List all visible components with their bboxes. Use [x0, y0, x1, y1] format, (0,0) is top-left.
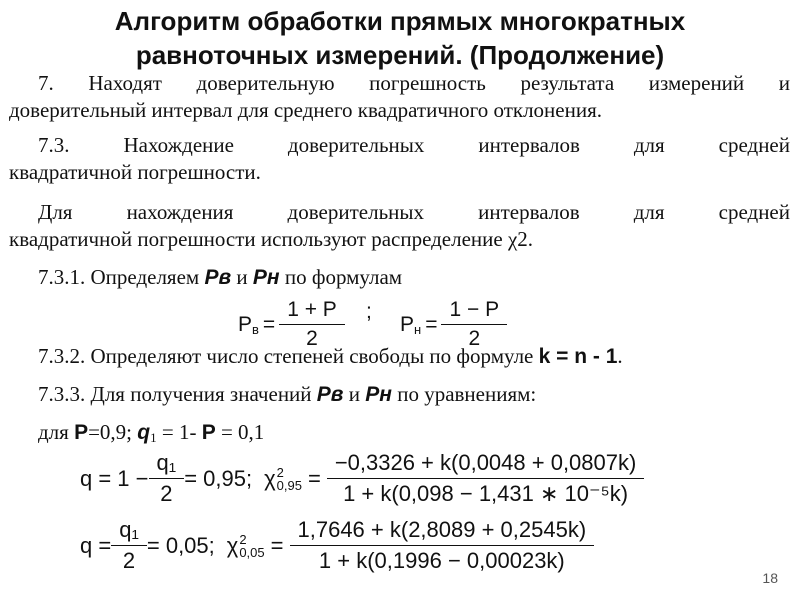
step-7-3-3: [9, 381, 800, 408]
eq1-q-fraction: $\frac{\text{q₁}}{2}$: [153, 450, 181, 507]
eq1-value: = 0,95;: [184, 465, 253, 491]
step-7-3-2-dot: .: [617, 344, 623, 368]
equation-chi-005: q = $\frac{\text{q₁}}{2}$ = 0,05; χ 2 0,05 = $\frac{1,7646 + k(2,8089 + 0,2545k)}{1 + k(0,1996 - 0,00023k)}$: [80, 517, 594, 574]
step-7-3-3-and: и: [343, 382, 366, 406]
paragraph-7-line-2: доверительный интервал для среднего квадратичного отклонения.: [9, 98, 603, 122]
step-7-3-3-prefix: 7.3.3. Для получения значений: [38, 382, 317, 406]
paragraph-7-3-line-1: 7.3. Нахождение доверительных интервалов для средней: [38, 133, 790, 157]
slide-title: [30, 4, 770, 72]
formula-p-upper: $Р_в$ = $\frac{1 + Р}{2}$: [238, 298, 345, 351]
step-7-3-1-prefix: 7.3.1. Определяем: [38, 265, 205, 289]
paragraph-7-3-line-2: квадратичной погрешности.: [9, 160, 261, 184]
p-lower-symbol: Рн: [252, 266, 280, 289]
formula-p-upper-lhs: $Р_в$: [238, 312, 259, 337]
eq1-main-fraction: $\frac{-0,3326 + k(0,0048 + 0,0807k)}{\text{1 + k(0,098 − 1,431 ∗ 10⁻⁵k)}}$: [331, 450, 641, 507]
step-7-3-1-suffix: по формулам: [279, 265, 403, 289]
condition-q-sub: 1: [150, 430, 157, 445]
condition-end: = 0,1: [215, 420, 265, 444]
formula-separator: ;: [366, 300, 372, 323]
title-line-1: Алгоритм обработки прямых многократных: [114, 6, 686, 36]
condition-p-value: =0,9;: [88, 420, 138, 444]
step-7-3-3-suffix: по уравнениям:: [391, 382, 537, 406]
condition-p: Р: [74, 421, 89, 444]
eq2-left: q =: [80, 532, 112, 558]
paragraph-chi2-line-2: квадратичной погрешности используют распределение χ2.: [9, 227, 534, 251]
equation-chi-095: q = 1 − $\frac{\text{q₁}}{2}$ = 0,95; χ 2 0,95 = $\frac{-0,3326 + k(0,0048 + 0,0807k)}{\text{1 + k(0,098 − 1,431 ∗ 10⁻⁵k)}}$: [80, 450, 644, 507]
step-7-3-2-text: 7.3.2. Определяют число степеней свободы по формуле: [38, 344, 539, 368]
eq1-chi-square: χ 2 0,95: [264, 464, 302, 493]
paragraph-7: [9, 70, 790, 124]
title-line-2: равноточных измерений. (Продолжение): [135, 40, 665, 70]
formula-p-upper-fraction: $\frac{1 + Р}{2}$: [283, 298, 341, 351]
eq2-main-fraction: $\frac{1,7646 + k(2,8089 + 0,2545k)}{1 + k(0,1996 - 0,00023k)}$: [294, 517, 591, 574]
paragraph-7-3: [9, 132, 790, 186]
p-lower-symbol-2: Рн: [365, 383, 392, 406]
formula-p-lower: $Р_н$ = $\frac{1 - Р}{2}$: [400, 298, 507, 351]
eq2-value: = 0,05;: [146, 532, 215, 558]
p-upper-symbol-2: Рв: [316, 383, 344, 406]
step-7-3-1: [9, 264, 800, 291]
page-number: 18: [762, 570, 778, 586]
condition-mid: = 1-: [156, 420, 202, 444]
formula-p-lower-fraction: $\frac{1 - Р}{2}$: [445, 298, 503, 351]
p-upper-symbol: Рв: [204, 266, 232, 289]
condition-q: q: [137, 421, 151, 444]
paragraph-chi2: [9, 199, 790, 253]
formula-p-lower-lhs: $Р_н$: [400, 312, 422, 337]
step-7-3-1-and: и: [231, 265, 253, 289]
eq2-q-fraction: $\frac{\text{q₁}}{2}$: [115, 517, 143, 574]
degrees-of-freedom-formula: k = n - 1: [538, 345, 618, 368]
condition-prefix: для: [38, 420, 75, 444]
condition-line: [9, 419, 800, 451]
eq1-left: q = 1 −: [80, 465, 149, 491]
eq2-chi-square: χ 2 0,05: [226, 531, 265, 560]
condition-p-2: Р: [201, 421, 216, 444]
paragraph-chi2-line-1: Для нахождения доверительных интервалов для средней: [38, 200, 790, 224]
step-7-3-2: [9, 343, 800, 370]
paragraph-7-line-1: 7. Находят доверительную погрешность результата измерений и: [38, 71, 790, 95]
